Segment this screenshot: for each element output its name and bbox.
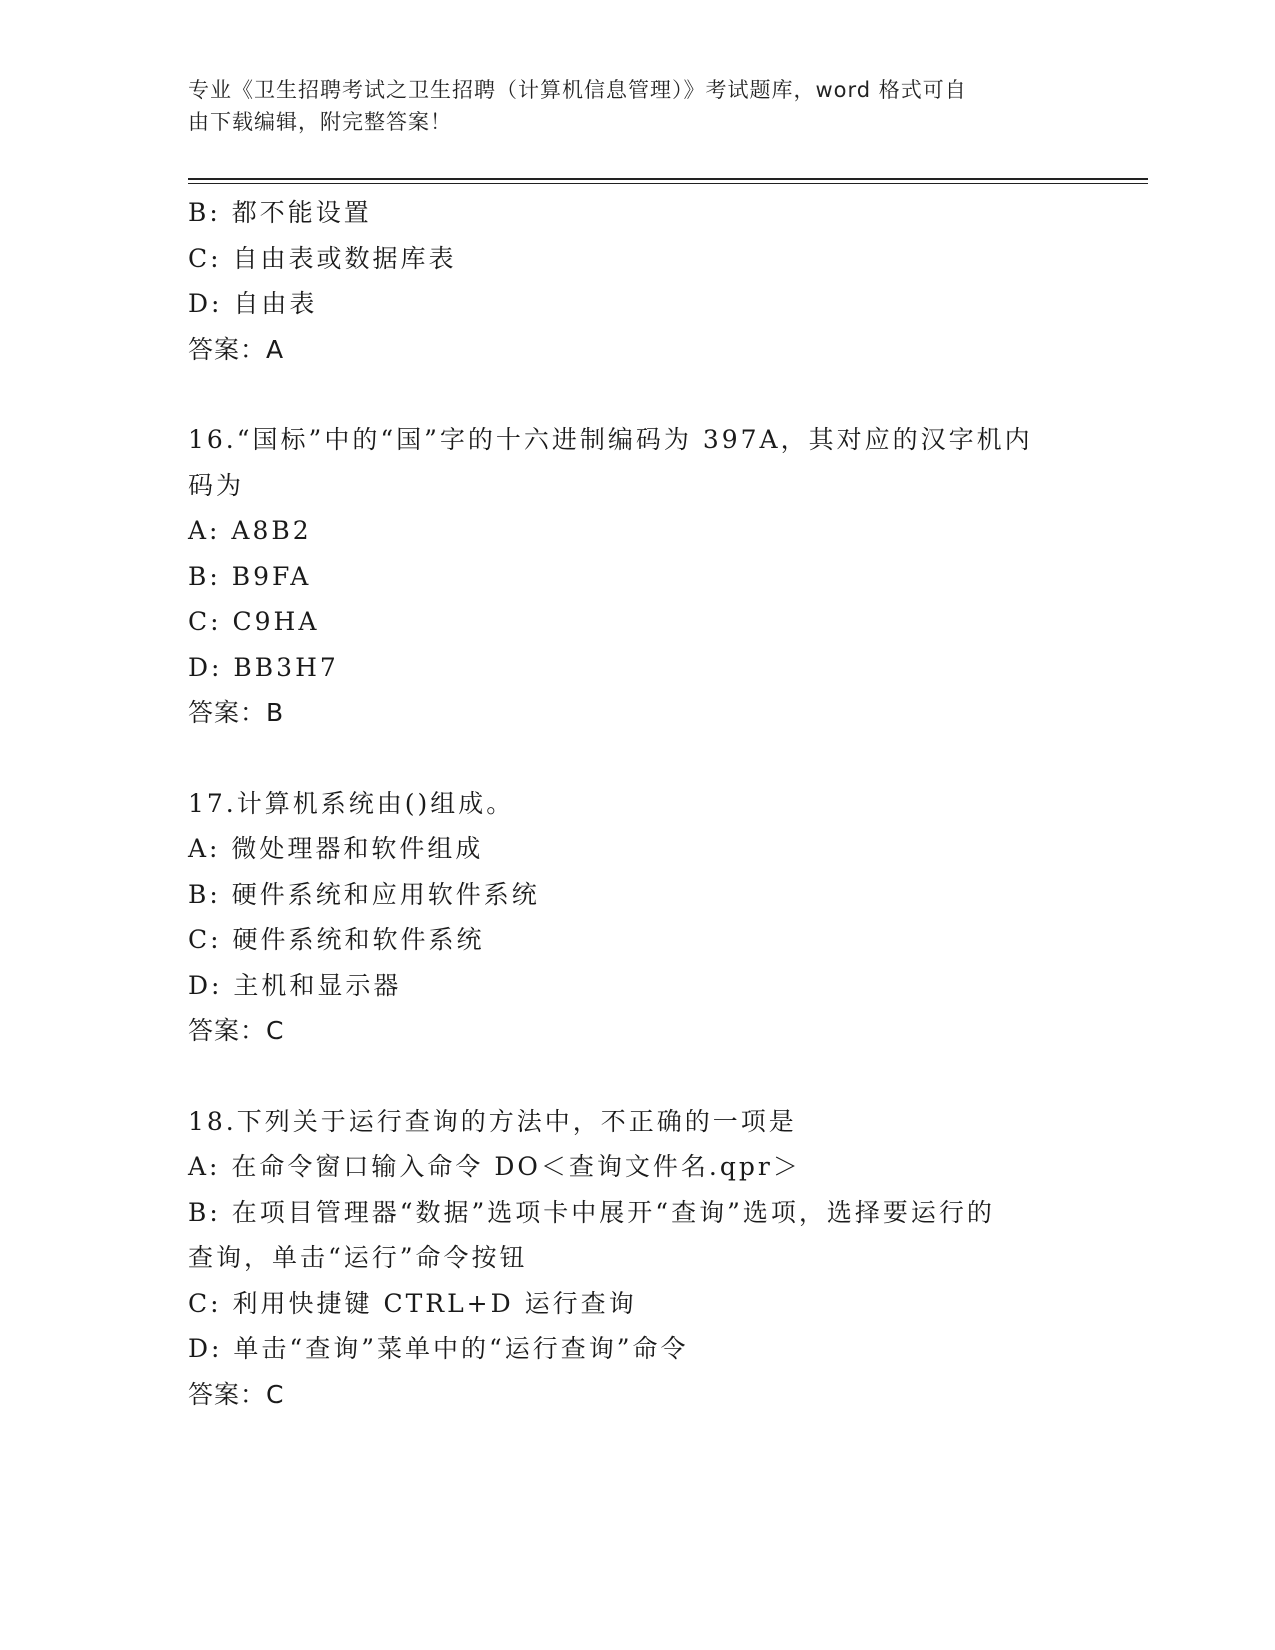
option-d: D: 自由表 — [188, 289, 318, 318]
question-stem: 18.下列关于运行查询的方法中，不正确的一项是 — [188, 1106, 797, 1136]
option-d: D: 单击“查询”菜单中的“运行查询”命令 — [188, 1334, 689, 1363]
question-stem: 16.“国标”中的“国”字的十六进制编码为 397A，其对应的汉字机内 — [188, 425, 1033, 454]
option-b: B: B9FA — [188, 561, 312, 591]
question-15-tail — [188, 190, 1088, 372]
spacer — [188, 1054, 1088, 1099]
option-b: B: 硬件系统和应用软件系统 — [188, 879, 540, 909]
question-17 — [188, 781, 1088, 1054]
header-rule-thin — [188, 183, 1148, 184]
option-a: A: 在命令窗口输入命令 DO＜查询文件名.qpr＞ — [188, 1152, 801, 1181]
option-a: A: 微处理器和软件组成 — [188, 834, 484, 863]
answer: 答案：A — [188, 334, 285, 364]
spacer — [188, 736, 1088, 781]
question-stem: 17.计算机系统由()组成。 — [188, 788, 515, 818]
option-c: C: C9HA — [188, 607, 320, 636]
spacer — [188, 372, 1088, 417]
question-stem-continued: 码为 — [188, 470, 245, 500]
answer: 答案：C — [188, 1379, 285, 1409]
option-b: B: 都不能设置 — [188, 198, 372, 227]
header-rule — [188, 178, 1148, 180]
option-d: D: BB3H7 — [188, 652, 339, 682]
question-18 — [188, 1099, 1088, 1418]
option-c: C: 利用快捷键 CTRL+D 运行查询 — [188, 1288, 637, 1318]
option-a: A: A8B2 — [188, 516, 312, 545]
option-c: C: 硬件系统和软件系统 — [188, 925, 485, 954]
option-c: C: 自由表或数据库表 — [188, 243, 457, 273]
header-line-2: 由下载编辑，附完整答案！ — [188, 110, 452, 134]
header-line-1: 专业《卫生招聘考试之卫生招聘（计算机信息管理）》考试题库，word 格式可自 — [188, 78, 967, 102]
question-list — [188, 190, 1088, 1417]
question-16 — [188, 417, 1088, 736]
answer: 答案：C — [188, 1016, 285, 1045]
option-d: D: 主机和显示器 — [188, 970, 402, 1000]
answer: 答案：B — [188, 698, 285, 727]
document-header — [188, 74, 1068, 138]
option-b-continued: 查询，单击“运行”命令按钮 — [188, 1243, 528, 1272]
option-b: B: 在项目管理器“数据”选项卡中展开“查询”选项，选择要运行的 — [188, 1197, 995, 1227]
